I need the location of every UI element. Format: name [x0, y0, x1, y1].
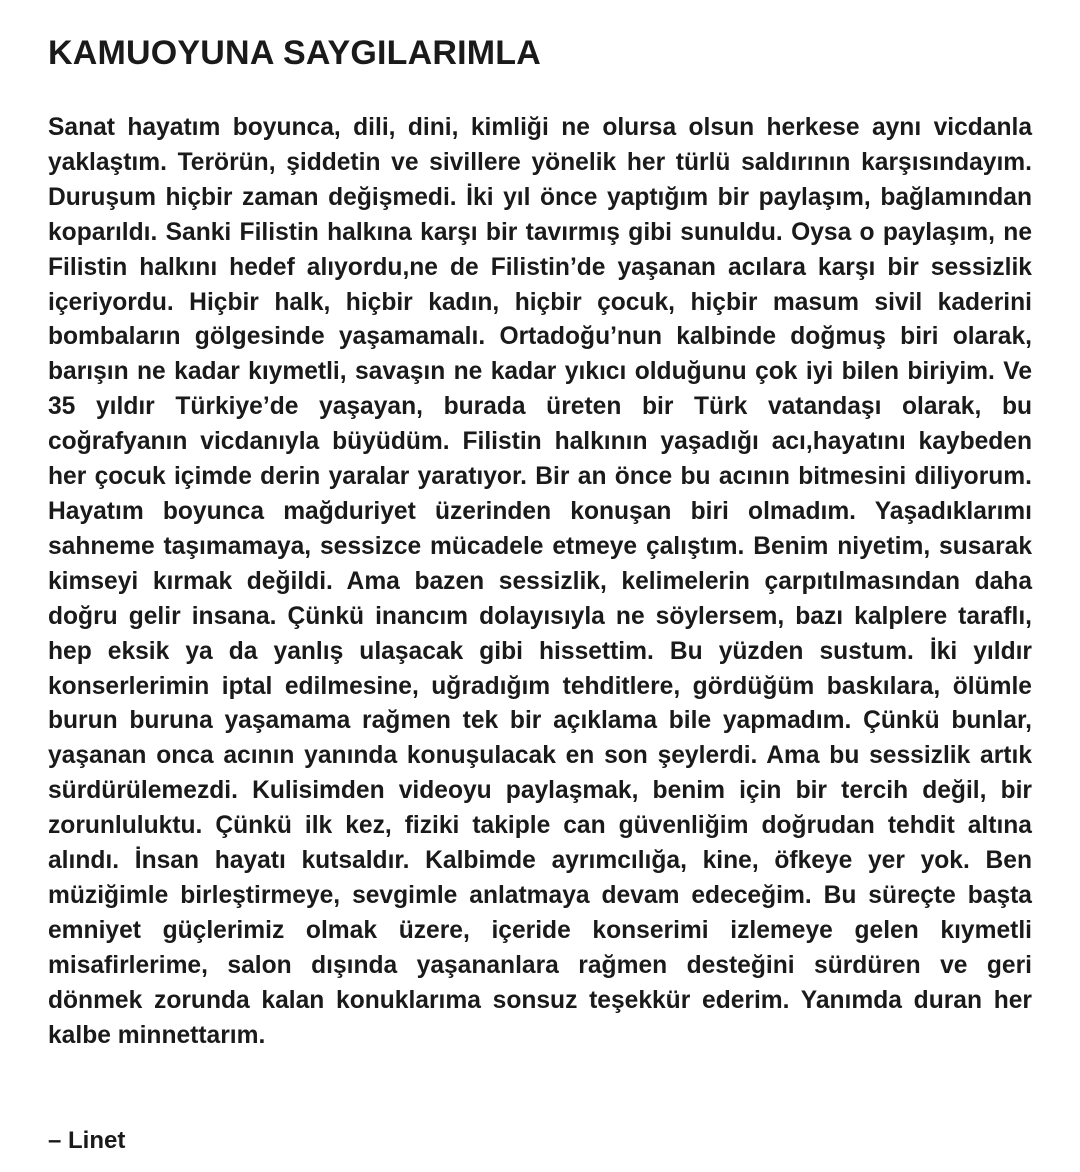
statement-body: Sanat hayatım boyunca, dili, dini, kimliği ne olursa olsun herkese aynı vicdanla yaklaştım. Terörün, şiddetin ve sivillere yönelik her türlü saldırının karşısındayım. Duruşum hiçbir zaman değişmedi. İki yıl önce yaptığım bir paylaşım, bağlamından koparıldı. Sanki Filistin halkına karşı bir tavırmış gibi sunuldu. Oysa o paylaşım, ne Filistin halkını hedef alıyordu,ne de Filistin’de yaşanan acılara karşı bir sessizlik içeriyordu. Hiçbir halk, hiçbir kadın, hiçbir çocuk, hiçbir masum sivil kaderini bombaların gölgesinde yaşamamalı. Ortadoğu’nun kalbinde doğmuş biri olarak, barışın ne kadar kıymetli, savaşın ne kadar yıkıcı olduğunu çok iyi bilen biriyim. Ve 35 yıldır Türkiye’de yaşayan, burada üreten bir Türk vatandaşı olarak, bu coğrafyanın vicdanıyla büyüdüm. Filistin halkının yaşadığı acı,hayatını kaybeden her çocuk içimde derin yaralar yaratıyor. Bir an önce bu acının bitmesini diliyorum. Hayatım boyunca mağduriyet üzerinden konuşan biri olmadım. Yaşadıklarımı sahneme taşımamaya, sessizce mücadele etmeye çalıştım. Benim niyetim, susarak kimseyi kırmak değildi. Ama bazen sessizlik, kelimelerin çarpıtılmasından daha doğru gelir insana. Çünkü inancım dolayısıyla ne söylersem, bazı kalplere taraflı, hep eksik ya da yanlış ulaşacak gibi hissettim. Bu yüzden sustum. İki yıldır konserlerimin iptal edilmesine, uğradığım tehditlere, gördüğüm baskılara, ölümle burun buruna yaşamama rağmen tek bir açıklama bile yapmadım. Çünkü bunlar, yaşanan onca acının yanında konuşulacak en son şeylerdi. Ama bu sessizlik artık sürdürülemezdi. Kulisimden videoyu paylaşmak, benim için bir tercih değil, bir zorunluluktu. Çünkü ilk kez, fiziki takiple can güvenliğim doğrudan tehdit altına alındı. İnsan hayatı kutsaldır. Kalbimde ayrımcılığa, kine, öfkeye yer yok. Ben müziğimle birleştirmeye, sevgimle anlatmaya devam edeceğim. Bu süreçte başta emniyet güçlerimiz olmak üzere, içeride konserimi izlemeye gelen kıymetli misafirlerime, salon dışında yaşananlara rağmen desteğini sürdüren ve geri dönmek zorunda kalan konuklarıma sonsuz teşekkür ederim. Yanımda duran her kalbe minnettarım. — [48, 114, 1032, 1049]
signature: – Linet — [48, 1127, 126, 1154]
statement-title: KAMUOYUNA SAYGILARIMLA — [48, 34, 542, 72]
